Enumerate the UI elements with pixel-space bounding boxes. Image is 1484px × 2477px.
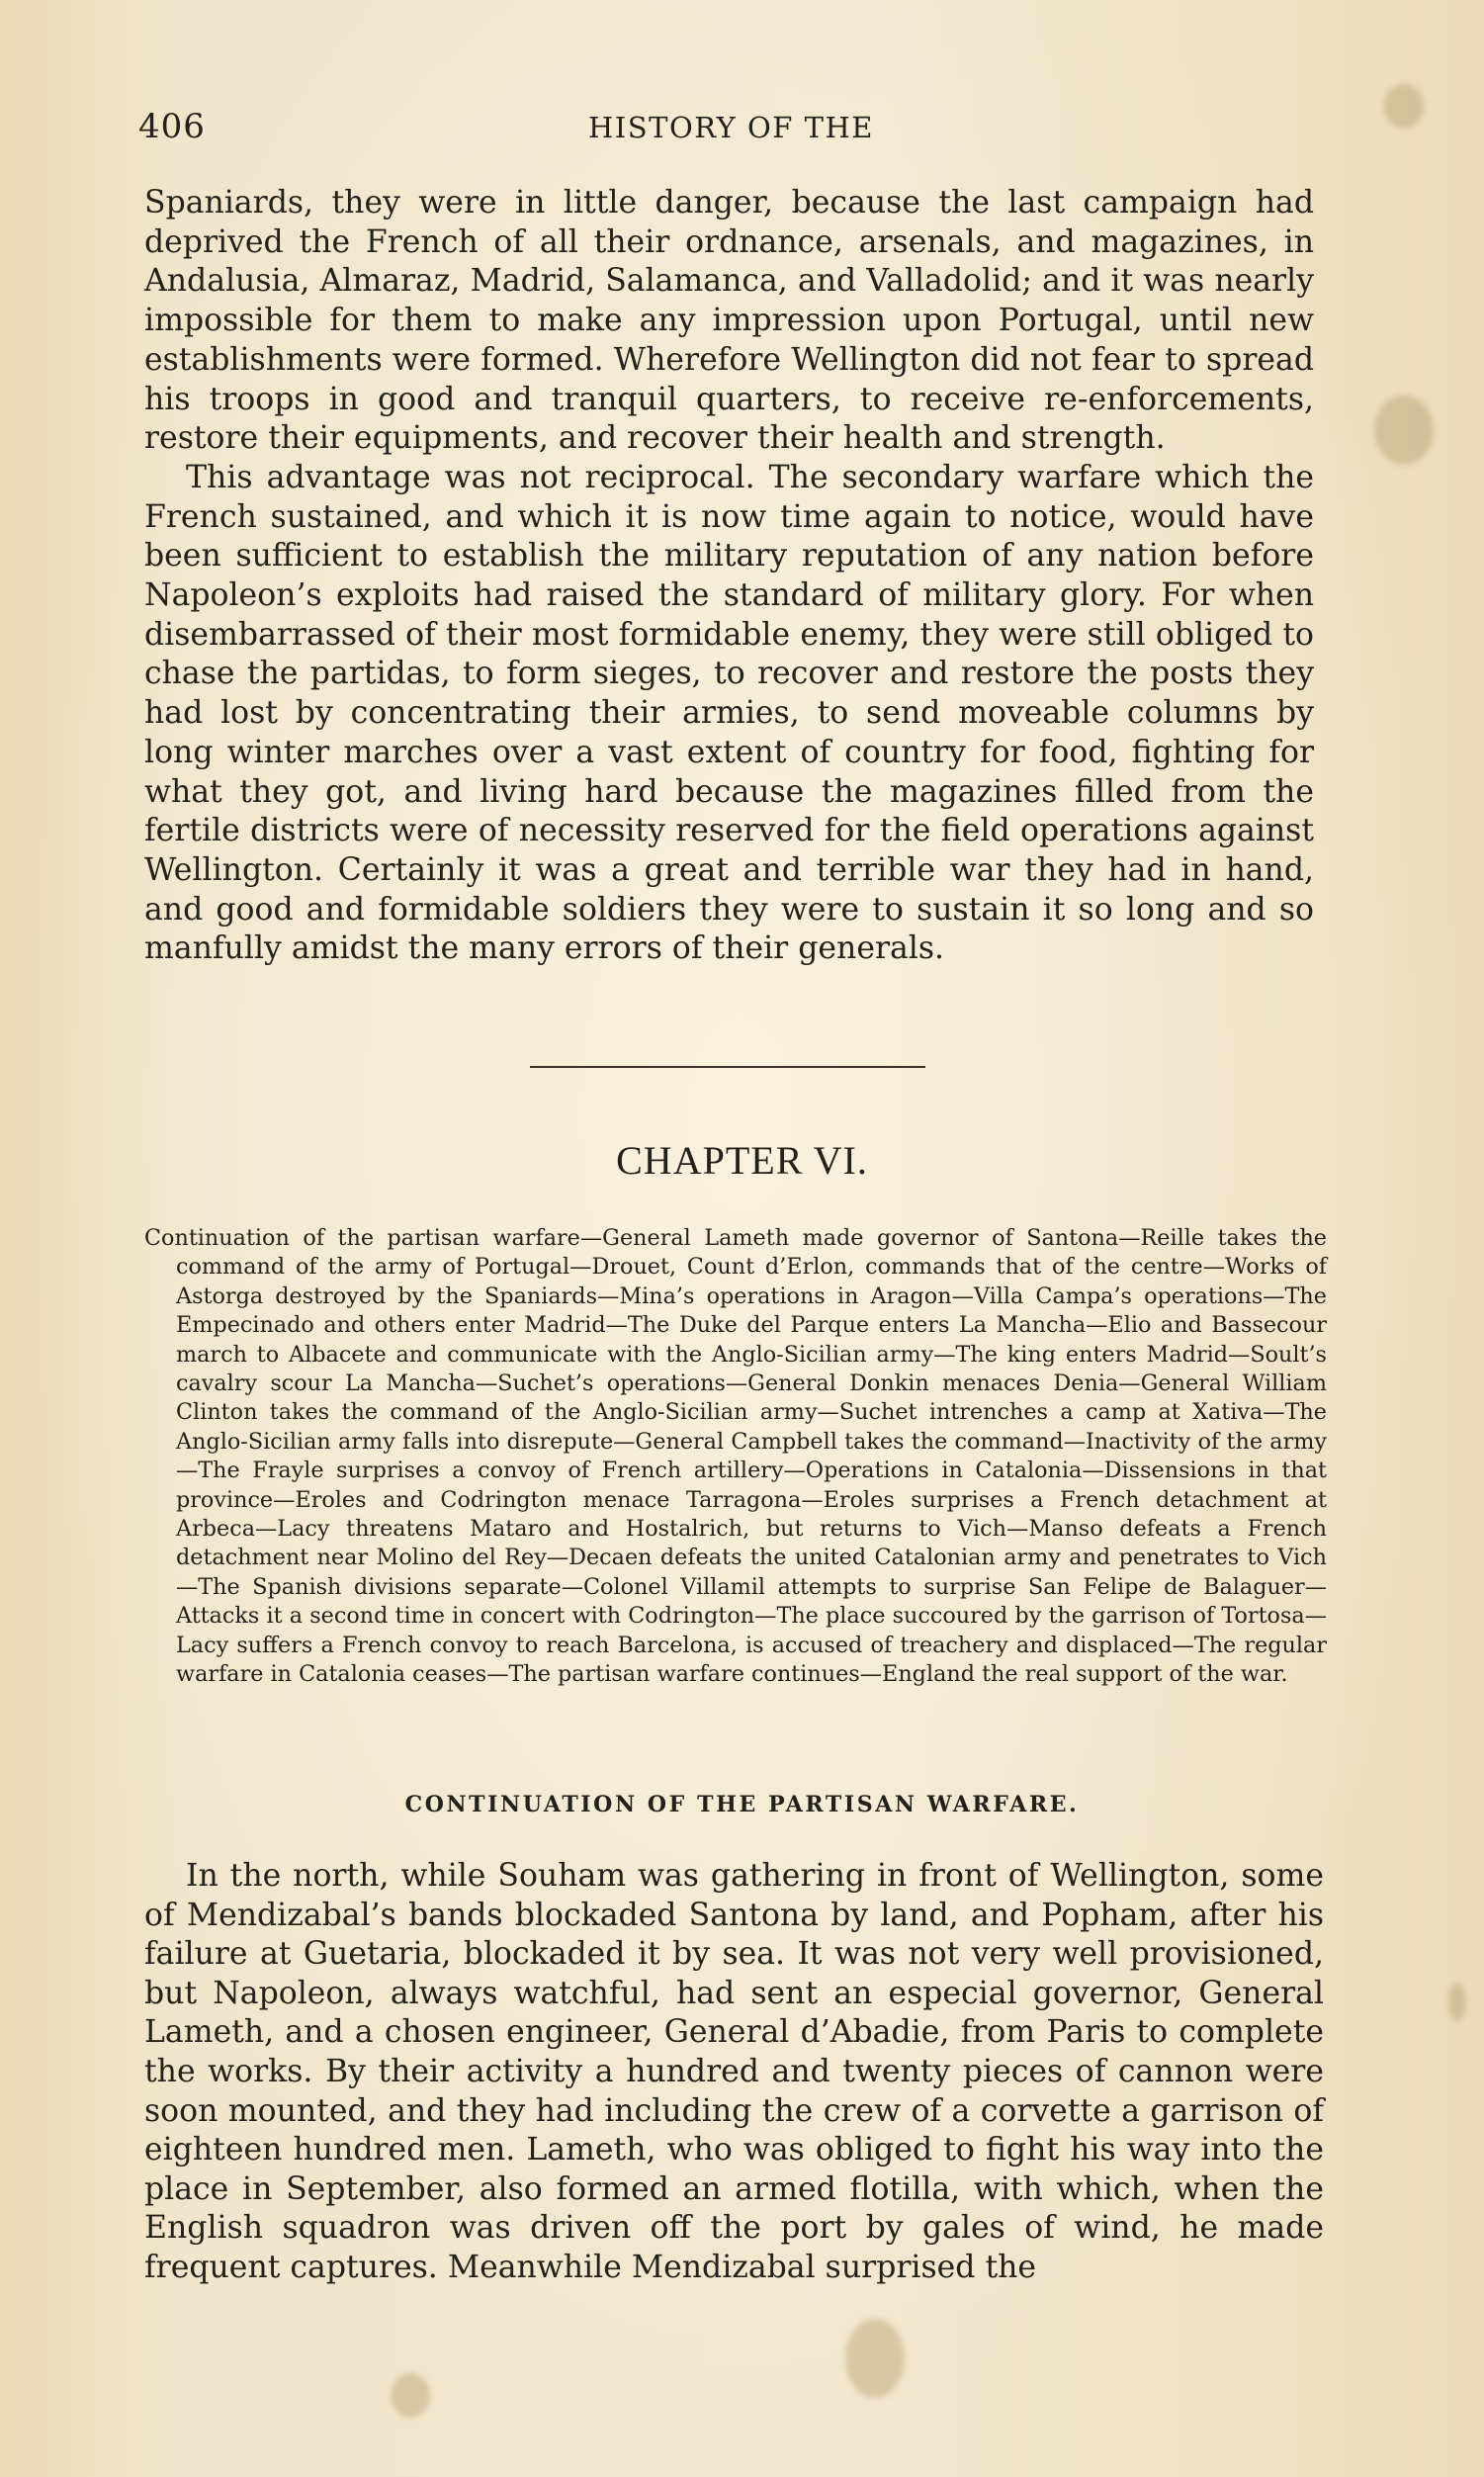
continued-text bbox=[144, 184, 1314, 969]
running-title: HISTORY OF THE bbox=[588, 111, 874, 144]
chapter-synopsis: Continuation of the partisan warfare—General Lameth made governor of Santona—Reille takes the command of the army of Portugal—Drouet, Count d’Erlon, commands that of the centre—Works of Astorga destroyed by the Spaniards—Mina’s operations in Aragon—Villa Campa’s operations—The Empecinado and others enter Madrid—The Duke del Parque enters La Mancha—Elio and Bassecour march to Albacete and communicate with the Anglo-Sicilian army—The king enters Madrid—Soult’s cavalry scour La Mancha—Suchet’s operations—General Donkin menaces Denia—General William Clinton takes the command of the Anglo-Sicilian army—Suchet intrenches a camp at Xativa—The Anglo-Sicilian army falls into disrepute—General Campbell takes the command—Inactivity of the army—The Frayle surprises a convoy of French artillery—Operations in Catalonia—Dissensions in that province—Eroles and Codrington menace Tarragona—Eroles surprises a French detachment at Arbeca—Lacy threatens Mataro and Hostalrich, but returns to Vich—Manso defeats a French detachment near Molino del Rey—Decaen defeats the united Catalonian army and penetrates to Vich—The Spanish divisions separate—Colonel Villamil attempts to surprise San Felipe de Balaguer—Attacks it a second time in concert with Codrington—The place succoured by the garrison of Tortosa—Lacy suffers a French convoy to reach Barcelona, is accused of treachery and displaced—The regular warfare in Catalonia ceases—The partisan warfare continues—England the real support of the war. bbox=[144, 1225, 1327, 1688]
foxing-stain bbox=[1374, 396, 1434, 465]
page-number: 406 bbox=[138, 107, 206, 146]
foxing-stain bbox=[845, 2319, 905, 2398]
foxing-stain bbox=[1384, 84, 1424, 129]
body-paragraph: This advantage was not reciprocal. The secondary warfare which the French sustained, and which it is now time again to notice, would have been sufficient to establish the military reputation of any nation before Napoleon’s exploits had raised the standard of military glory. For when disembarrassed of their most formidable enemy, they were still obliged to chase the partidas, to form sieges, to recover and restore the posts they had lost by concentrating their armies, to send moveable columns by long winter marches over a vast extent of country for food, fighting for what they got, and living hard because the magazines filled from the fertile districts were of necessity reserved for the field operations against Wellington. Certainly it was a great and terrible war they had in hand, and good and formidable soldiers they were to sustain it so long and so manfully amidst the many errors of their generals. bbox=[144, 459, 1314, 967]
foxing-stain bbox=[391, 2373, 430, 2418]
chapter-title: CHAPTER VI. bbox=[616, 1138, 868, 1183]
section-text bbox=[144, 1857, 1324, 2288]
section-rule bbox=[530, 1066, 925, 1068]
body-paragraph: Spaniards, they were in little danger, because the last campaign had deprived the French of all their ordnance, arsenals, and magazines, in Andalusia, Almaraz, Madrid, Salamanca, and Valladolid; and it was nearly impossible for them to make any impression upon Portugal, until new establishments were formed. Wherefore Wellington did not fear to spread his troops in good and tranquil quarters, to receive re-enforcements, restore their equipments, and recover their health and strength. bbox=[144, 185, 1314, 457]
body-paragraph: In the north, while Souham was gathering in front of Wellington, some of Mendizabal’s bands blockaded Santona by land, and Popham, after his failure at Guetaria, blockaded it by sea. It was not very well provisioned, but Napoleon, always watchful, had sent an especial governor, General Lameth, and a chosen engineer, General d’Abadie, from Paris to complete the works. By their activity a hundred and twenty pieces of cannon were soon mounted, and they had including the crew of a corvette a garrison of eighteen hundred men. Lameth, who was obliged to fight his way into the place in September, also formed an armed flotilla, with which, when the English squadron was driven off the port by gales of wind, he made frequent captures. Meanwhile Mendizabal surprised the bbox=[144, 1858, 1324, 2285]
section-heading: CONTINUATION OF THE PARTISAN WARFARE. bbox=[404, 1792, 1080, 1817]
foxing-stain bbox=[1448, 1983, 1466, 2022]
running-head bbox=[138, 107, 1325, 150]
